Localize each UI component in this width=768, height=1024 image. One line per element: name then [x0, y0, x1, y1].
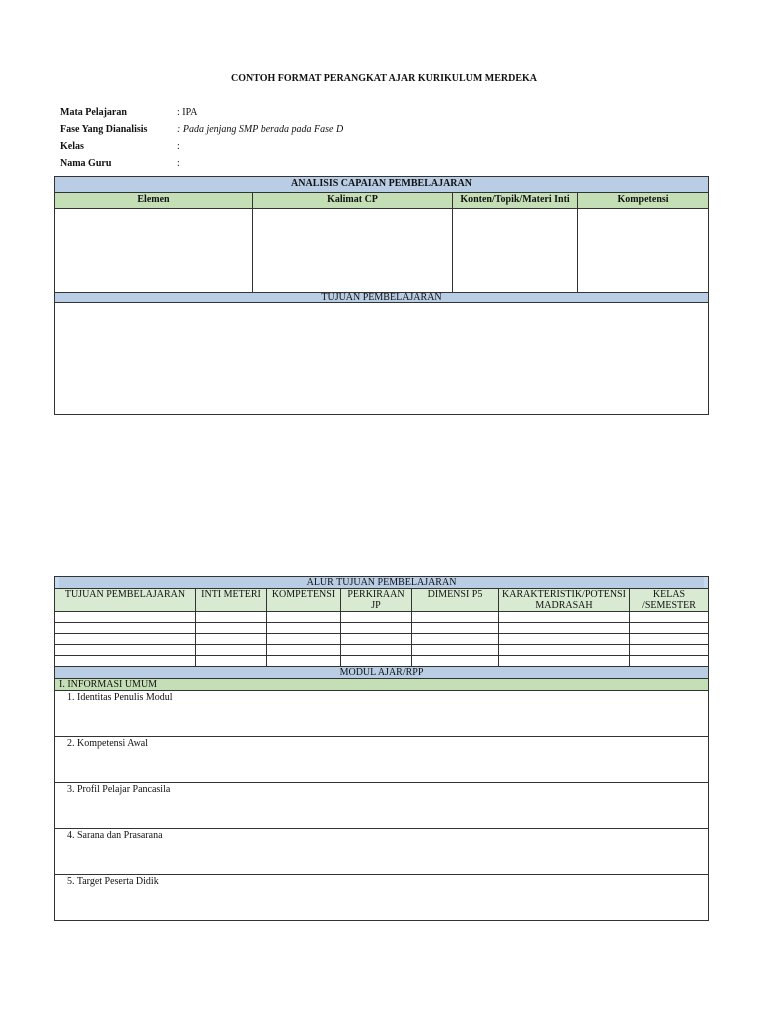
column-header-kompetensi: Kompetensi: [578, 193, 709, 209]
cell[interactable]: [341, 634, 412, 645]
cell[interactable]: [267, 656, 341, 667]
meta-label: Mata Pelajaran: [60, 107, 127, 118]
alur-tp-title-band: [55, 577, 709, 589]
meta-label: Fase Yang Dianalisis: [60, 124, 148, 135]
cell[interactable]: [196, 634, 267, 645]
meta-label: Kelas: [60, 141, 84, 152]
section-profil-pelajar-pancasila[interactable]: 3. Profil Pelajar Pancasila: [55, 783, 709, 829]
alur-tp-title: ALUR TUJUAN PEMBELAJARAN: [59, 577, 704, 588]
cell[interactable]: [499, 623, 630, 634]
cell[interactable]: [341, 645, 412, 656]
column-header-tujuan: TUJUAN PEMBELAJARAN: [55, 589, 196, 612]
alur-tp-table: [54, 576, 709, 921]
cell[interactable]: [196, 656, 267, 667]
cell[interactable]: [267, 634, 341, 645]
cell[interactable]: [412, 656, 499, 667]
section-identitas-penulis[interactable]: 1. Identitas Penulis Modul: [55, 691, 709, 737]
table-row: [55, 656, 709, 667]
column-header-dimensi-p5: DIMENSI P5: [412, 589, 499, 612]
column-header-inti-materi: INTI METERI: [196, 589, 267, 612]
cell[interactable]: [630, 612, 709, 623]
cell[interactable]: [499, 612, 630, 623]
table-row: [55, 623, 709, 634]
cell[interactable]: [630, 623, 709, 634]
column-header-konten: Konten/Topik/Materi Inti: [453, 193, 578, 209]
cell[interactable]: [499, 634, 630, 645]
section-sarana-prasarana[interactable]: 4. Sarana dan Prasarana: [55, 829, 709, 875]
cell-konten[interactable]: [453, 209, 578, 293]
cell[interactable]: [341, 612, 412, 623]
cell[interactable]: [55, 645, 196, 656]
cell[interactable]: [341, 656, 412, 667]
column-header-kompetensi: KOMPETENSI: [267, 589, 341, 612]
column-header-kalimat-cp: Kalimat CP: [253, 193, 453, 209]
cell[interactable]: [196, 612, 267, 623]
cell[interactable]: [196, 645, 267, 656]
cell-kompetensi[interactable]: [578, 209, 709, 293]
column-header-perkiraan-jp: PERKIRAAN JP: [341, 589, 412, 612]
section-target-peserta-didik[interactable]: 5. Target Peserta Didik: [55, 875, 709, 921]
meta-value[interactable]: :: [177, 141, 180, 152]
cell[interactable]: [412, 645, 499, 656]
cell[interactable]: [630, 656, 709, 667]
analisis-cp-title: ANALISIS CAPAIAN PEMBELAJARAN: [55, 177, 709, 193]
modul-ajar-title: MODUL AJAR/RPP: [55, 667, 709, 679]
cell[interactable]: [630, 634, 709, 645]
meta-value[interactable]: : Pada jenjang SMP berada pada Fase D: [177, 124, 344, 135]
column-header-elemen: Elemen: [55, 193, 253, 209]
cell[interactable]: [499, 656, 630, 667]
table-row: [55, 634, 709, 645]
meta-label: Nama Guru: [60, 158, 112, 169]
cell[interactable]: [341, 623, 412, 634]
informasi-umum-title: I. INFORMASI UMUM: [55, 679, 709, 691]
cell[interactable]: [267, 612, 341, 623]
cell[interactable]: [630, 645, 709, 656]
meta-value[interactable]: : IPA: [177, 107, 198, 118]
cell-elemen[interactable]: [55, 209, 253, 293]
cell-tujuan-pembelajaran[interactable]: [55, 303, 709, 415]
tujuan-pembelajaran-title: TUJUAN PEMBELAJARAN: [55, 293, 709, 303]
cell[interactable]: [55, 612, 196, 623]
cell[interactable]: [412, 612, 499, 623]
cell[interactable]: [499, 645, 630, 656]
cell[interactable]: [267, 623, 341, 634]
cell[interactable]: [55, 634, 196, 645]
meta-value[interactable]: :: [177, 158, 180, 169]
section-kompetensi-awal[interactable]: 2. Kompetensi Awal: [55, 737, 709, 783]
analisis-cp-table: [54, 176, 709, 415]
table-row: [55, 645, 709, 656]
cell[interactable]: [267, 645, 341, 656]
cell[interactable]: [55, 623, 196, 634]
column-header-karakteristik: KARAKTERISTIK/POTENSI MADRASAH: [499, 589, 630, 612]
document-title: CONTOH FORMAT PERANGKAT AJAR KURIKULUM MERDEKA: [230, 73, 538, 84]
cell[interactable]: [55, 656, 196, 667]
cell[interactable]: [412, 634, 499, 645]
cell[interactable]: [196, 623, 267, 634]
cell-kalimat-cp[interactable]: [253, 209, 453, 293]
cell[interactable]: [412, 623, 499, 634]
table-row: [55, 612, 709, 623]
column-header-kelas-semester: KELAS /SEMESTER: [630, 589, 709, 612]
